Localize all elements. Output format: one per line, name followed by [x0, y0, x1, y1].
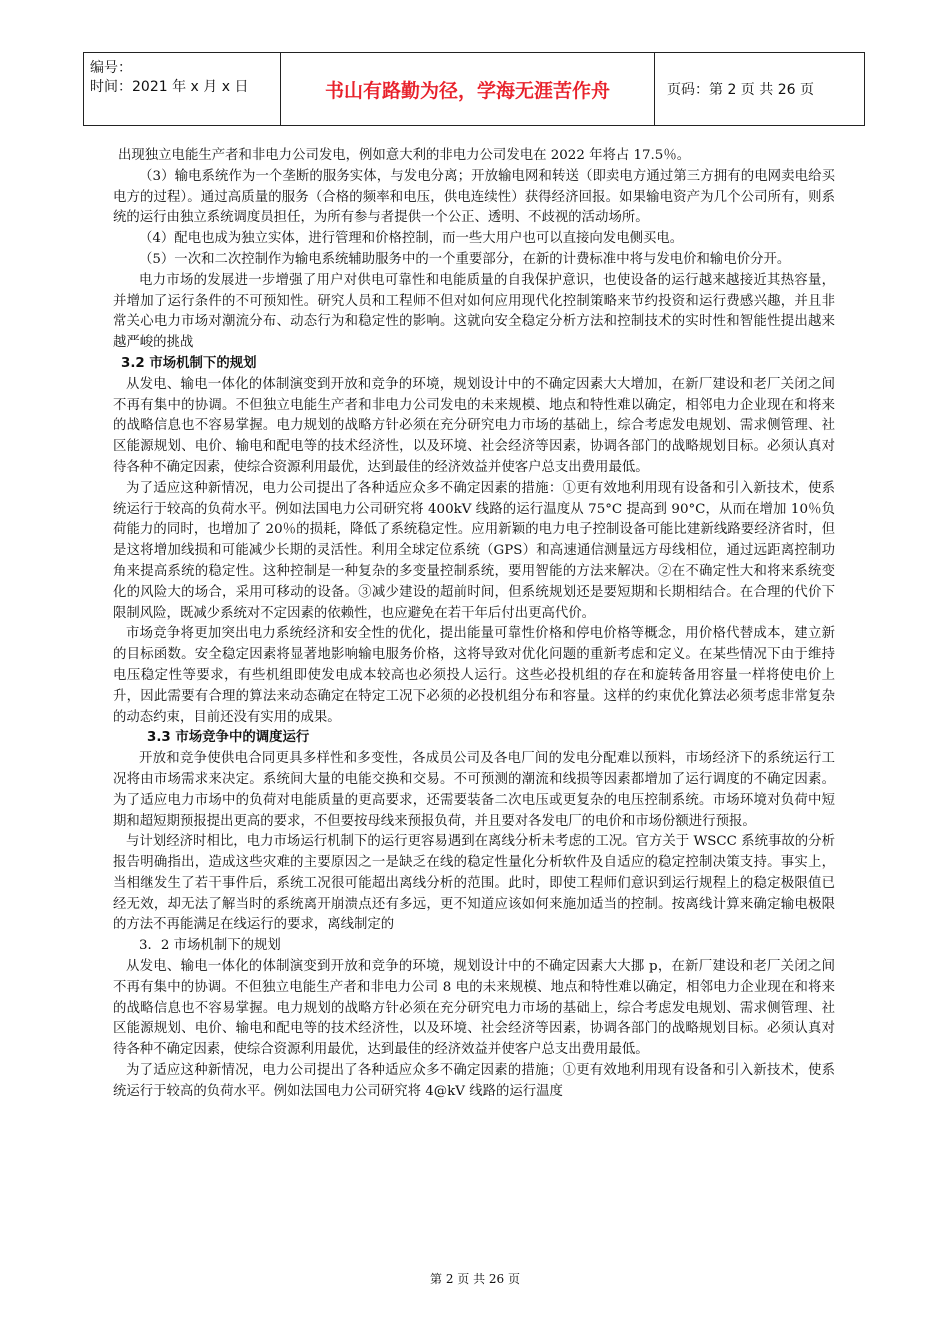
- header-meta: [84, 53, 281, 125]
- paragraph: 市场竞争将更加突出电力系统经济和安全性的优化，提出能量可靠性价格和停电价格等概念，用价格代替成本，建立新的目标函数。安全稳定因素将显著地影响输电服务价格，这将导致对优化问题的重新考虑和定义。在某些情况下由于维持电压稳定性等要求，有些机组即使发电成本较高也必须投人运行。这些必投机组的存在和旋转备用容量一样将使电价上升，因此需要有合理的算法来动态确定在特定工况下必须的必投机组分布和容量。这样的约束优化算法必须考虑非常复杂的动态约束，目前还没有实用的成果。: [113, 626, 835, 725]
- header-page-number: 页码：第 2 页 共 26 页: [667, 82, 814, 98]
- paragraph: （3）输电系统作为一个垄断的服务实体，与发电分离；开放输电网和转送（即卖电方通过第三方拥有的电网卖电给买电方的过程）。通过高质量的服务（合格的频率和电压，供电连续性）获得经济回报。如果输电资产为几个公司所有，则系统的运行由独立系统调度员担任，为所有参与者提供一个公正、透明、不歧视的活动场所。: [113, 168, 835, 226]
- section-heading: 3.2 市场机制下的规划: [121, 355, 257, 371]
- paragraph: 开放和竞争使供电合同更具多样性和多变性，各成员公司及各电厂间的发电分配难以预料，市场经济下的系统运行工况将由市场需求来决定。系统间大量的电能交换和交易。不可预测的潮流和线损等因素都增加了运行调度的不确定因素。为了适应电力市场中的负荷对电能质量的更高要求，还需要装备二次电压或更复杂的电压控制系统。市场环境对负荷中短期和超短期预报提出更高的要求，不但要按母线来预报负荷，并且要对各发电厂的电价和市场份额进行预报。: [113, 751, 835, 829]
- paragraph: 为了适应这种新情况，电力公司提出了各种适应众多不确定因素的措施；①更有效地利用现有设备和引入新技术，使系统运行于较高的负荷水平。例如法国电力公司研究将 4@kV 线路的运行温度: [113, 1063, 835, 1099]
- section-heading: 3.3 市场竞争中的调度运行: [147, 730, 310, 746]
- paragraph: 为了适应这种新情况，电力公司提出了各种适应众多不确定因素的措施：①更有效地利用现有设备和引入新技术，使系统运行于较高的负荷水平。例如法国电力公司研究将 400kV 线路的运行温度从 75°C 提高到 90°C，从而在增加 10％负荷能力的同时，也增加了 20％的损耗，降低了系统稳定性。应用新颖的电力电子控制设备可能比建新线路要经济省时，但是这将增加线损和可能减少长期的灵活性。利用全球定位系统（GPS）和高速通信测量远方母线相位，通过远距离控制功角来提高系统的稳定性。这种控制是一种复杂的多变量控制系统，要用智能的方法来解决。②在不确定性大和将来系统变化的风险大的场合，采用可移动的设备。③减少建设的超前时间，但系统规划还是要短期和长期相结合。在合理的代价下限制风险，既减少系统对不定因素的依赖性，也应避免在若干年后付出更高代价。: [113, 480, 835, 621]
- paragraph: （5）一次和二次控制作为输电系统辅助服务中的一个重要部分，在新的计费标准中将与发电价和输电价分开。: [139, 251, 791, 267]
- paragraph: （4）配电也成为独立实体，进行管理和价格控制，而一些大用户也可以直接向发电侧买电。: [139, 231, 684, 247]
- paragraph: 出现独立电能生产者和非电力公司发电，例如意大利的非电力公司发电在 2022 年将占 17.5％。: [118, 148, 691, 163]
- paragraph: 电力市场的发展进一步增强了用户对供电可靠性和电能质量的自我保护意识，也使设备的运行越来越接近其热容量，并增加了运行条件的不可预知性。研究人员和工程师不但对如何应用现代化控制策略来节约投资和运行费感兴趣，并且非常关心电力市场对潮流分布、动态行为和稳定性的影响。这就向安全稳定分析方法和控制技术的实时性和智能性提出越来越严峻的挑战: [113, 272, 835, 351]
- paragraph: 从发电、输电一体化的体制演变到开放和竞争的环境，规划设计中的不确定因素大大挪 p，在新厂建设和老厂关闭之间不再有集中的协调。不但独立电能生产者和非电力公司 8 电的未来规模、地点和特性难以确定，相邻电力企业现在和将来的战略信息也不容易掌握。电力规划的战略方针必须在充分研究电力市场的基础上，综合考虑发电规划、需求侧管理、社区能源规划、电价、输电和配电等的技术经济性，以及环境、社会经济等因素，协调各部门的战略规划目标。必须认真对待各种不确定因素，使综合资源利用最优，达到最佳的经济效益并使客户总支出费用最低。: [113, 959, 835, 1058]
- page-footer: 第 2 页 共 26 页: [430, 1272, 520, 1286]
- document-number-label: 编号：: [90, 60, 132, 76]
- header-motto: 书山有路勤为径，学海无涯苦作舟: [281, 53, 655, 125]
- section-heading: 3．2 市场机制下的规划: [139, 938, 281, 954]
- paragraph: 从发电、输电一体化的体制演变到开放和竞争的环境，规划设计中的不确定因素大大增加，在新厂建设和老厂关闭之间不再有集中的协调。不但独立电能生产者和非电力公司发电的未来规模、地点和特性难以确定，相邻电力企业现在和将来的战略信息也不容易掌握。电力规划的战略方针必须在充分研究电力市场的基础上，综合考虑发电规划、需求侧管理、社区能源规划、电价、输电和配电等的技术经济性，以及环境、社会经济等因素，协调各部门的战略规划目标。必须认真对待各种不确定因素，使综合资源利用最优，达到最佳的经济效益并使客户总支出费用最低。: [113, 376, 835, 475]
- page-header: [83, 52, 865, 126]
- document-time-label: 时间：2021 年 x 月 x 日: [90, 79, 249, 95]
- paragraph: 与计划经济时相比，电力市场运行机制下的运行更容易遇到在离线分析未考虑的工况。官方关于 WSCC 系统事故的分析报告明确指出，造成这些灾难的主要原因之一是缺乏在线的稳定性量化分析软件及自适应的稳定控制决策支持。事实上，当相继发生了若干事件后，系统工况很可能超出离线分析的范围。此时，即使工程师们意识到运行规程上的稳定极限值已经无效，却无法了解当时的系统离开崩溃点还有多远，更不知道应该如何来施加适当的控制。按离线计算来确定输电极限的方法不再能满足在线运行的要求，离线制定的: [113, 834, 835, 933]
- document-body: [113, 146, 835, 1103]
